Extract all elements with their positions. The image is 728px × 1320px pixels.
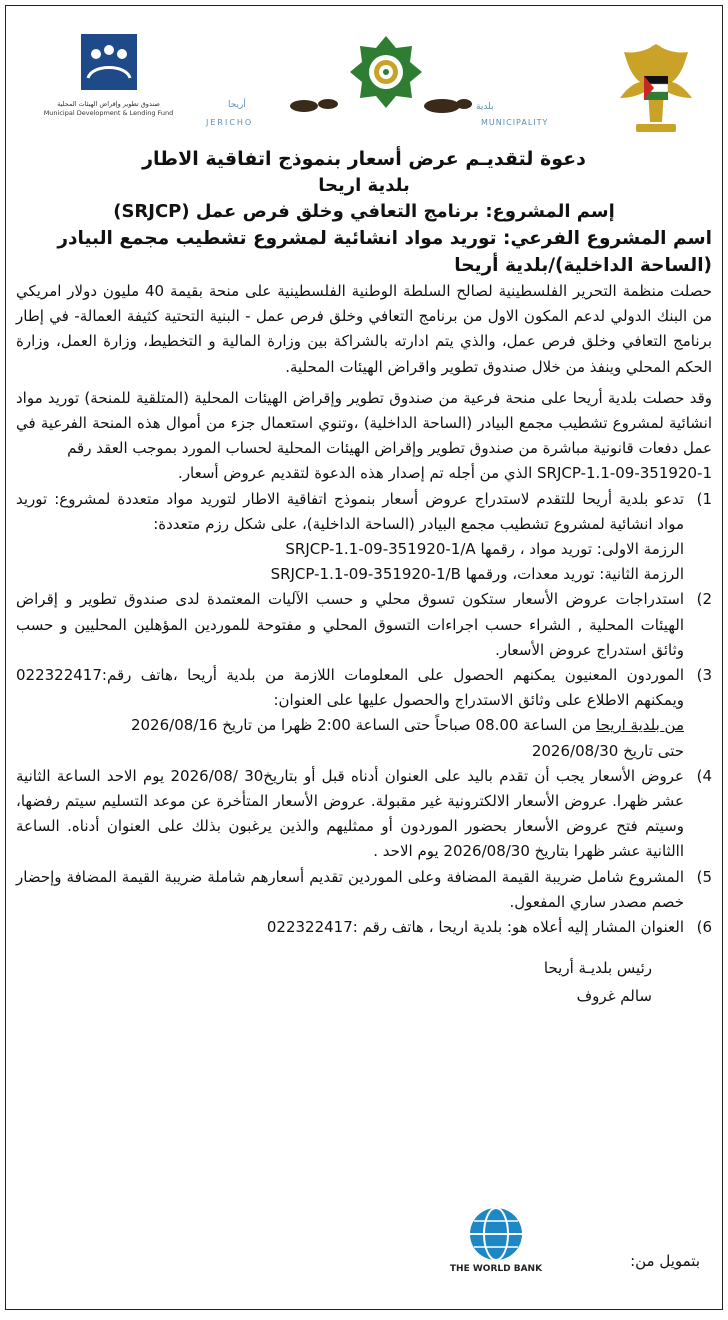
signature-role: رئيس بلديـة أريحا	[543, 959, 652, 978]
lot-2: الرزمة الثانية: توريد معدات، ورقمها SRJCP-1.1-09-351920-1/B	[270, 565, 684, 584]
municipality-ar-label: بلدية	[476, 102, 494, 112]
item-number: 2)	[696, 590, 712, 609]
world-bank-label: THE WORLD BANK	[449, 1264, 543, 1274]
list-item	[16, 663, 712, 764]
signature-block	[16, 954, 712, 1010]
list-item	[16, 764, 712, 865]
item-text: العنوان المشار إليه أعلاه هو: بلدية اريحا ، هاتف رقم :022322417	[266, 918, 684, 937]
announcement-page	[5, 5, 723, 1310]
contract-code: SRJCP-1.1-09-351920-1	[537, 464, 712, 483]
item-text: المشروع شامل ضريبة القيمة المضافة وعلى الموردين تقديم أسعارهم شاملة ضريبة القيمة المضافة وإحضار خصم مصدر ساري المفعول.	[16, 867, 684, 911]
funded-by-label: بتمويل من:	[630, 1252, 700, 1270]
document-title: دعوة لتقديـم عرض أسعار بنموذج اتفاقية الاطار	[142, 148, 586, 170]
paragraph-contract	[16, 461, 712, 486]
project-name: إسم المشروع: برنامج التعافي وخلق فرص عمل (SRJCP)	[113, 201, 615, 222]
list-item	[16, 865, 712, 915]
item-number: 3)	[696, 666, 712, 685]
palestine-eagle-emblem	[606, 32, 706, 142]
item-text: تدعو بلدية أريحا للتقدم لاستدراج عروض أسعار بنموذج اتفاقية الاطار لتوريد مواد متعددة لمشروع: توريد مواد انشائية لمشروع تشطيب مجمع البيادر (الساحة الداخلية)، على شكل رزم متعددة:	[16, 489, 684, 533]
item-text: عروض الأسعار يجب أن تقدم باليد على العنوان أدناه قبل أو بتاريخ30 /2026/08 يوم الاحد الساعة الثانية عشر ظهرا. عروض الأسعار الالكترونية غير مقبولة. عروض الأسعار المتأخرة عن موعد التسليم سيتم رفضها، وسيتم فتح عروض الأسعار بحضور الموردون أو ممثليهم والذين يرغبون بذلك على العنوان أدناه. الساعة االثانية عشر ظهرا بتاريخ 2026/08/30 يوم الاحد .	[16, 766, 684, 861]
municipality-en-label: MUNICIPALITY	[481, 118, 549, 127]
jericho-ar-label: أريحا	[228, 100, 246, 110]
signature-name: سالم غروف	[576, 987, 652, 1006]
jericho-municipality-logo	[206, 34, 566, 134]
mdlf-logo	[26, 32, 191, 132]
world-bank-logo	[436, 1204, 556, 1284]
paragraph-subgrant: وقد حصلت بلدية أريحا على منحة فرعية من صندوق تطوير وإقراض الهيئات المحلية (المتلقية للمنحة) توريد مواد انشائية لمشروع تشطيب مجمع البيادر (الساحة الداخلية) ،وتنوي استعمال جزء من أموال هذه المنحة الفرعية في عمل دفعات قانونية مباشرة من صندوق تطوير وإقراض الهيئات المحلية لحساب المورد بموجب العقد رقم	[16, 388, 712, 458]
list-item	[16, 587, 712, 663]
paragraph-grant: حصلت منظمة التحرير الفلسطينية لصالح السلطة الوطنية الفلسطينية على منحة بقيمة 40 مليون دولار امريكي من البنك الدولي لدعم المكون الاول من برنامج التعافي وخلق فرص عمل - البنية التحتية كثيفة العمالة- في إطار برنامج التعافي وخلق فرص عمل، والذي يتم ادارته بالشراكة بين وزارة المالية و التخطيط، وزارة العمل، وزارة الحكم المحلي وينفذ من خلال صندوق تطوير واقراض الهيئات المحلية.	[16, 282, 712, 376]
jericho-en-label: JERICHO	[206, 118, 254, 127]
item-hours: من بلدية اريحا من الساعة 08.00 صباحاً حتى الساعة 2:00 ظهرا من تاريخ 2026/08/16	[130, 716, 684, 735]
item-text: الموردون المعنيون يمكنهم الحصول على المعلومات اللازمة من بلدية أريحا ،هاتف رقم:022322417 ويمكنهم الاطلاع على وثائق الاستدراج والحصول عليها على العنوان:	[16, 666, 684, 710]
mdlf-en-label: Municipal Development & Lending Fund	[43, 109, 174, 117]
list-item	[16, 915, 712, 940]
contract-text: الذي من أجله تم إصدار هذه الدعوة لتقديم عروض أسعار.	[178, 464, 533, 483]
item-number: 1)	[696, 489, 712, 508]
item-text: استدراجات عروض الأسعار ستكون تسوق محلي و حسب الآليات المعتمدة لدى صندوق تطوير و إقراض الهيئات المحلية , الشراء حسب اجراءات التسوق المحلي و مفتوحة للموردين المؤهلين المحليين و حسب وثائق استدراج عروض الأسعار.	[16, 590, 684, 659]
announcement-body	[16, 146, 712, 1010]
lot-2-code: SRJCP-1.1-09-351920-1/B	[270, 565, 461, 584]
lot-1: الرزمة الاولى: توريد مواد ، رقمها SRJCP-1.1-09-351920-1/A	[285, 540, 684, 559]
header	[6, 6, 722, 141]
list-item	[16, 487, 712, 588]
item-number: 4)	[696, 766, 712, 785]
item-number: 5)	[696, 867, 712, 886]
lot-1-code: SRJCP-1.1-09-351920-1/A	[285, 540, 476, 559]
mdlf-ar-label: صندوق تطوير وإقراض الهيئات المحلية	[57, 100, 160, 108]
item-number: 6)	[696, 918, 712, 937]
subproject-name: اسم المشروع الفرعي: توريد مواد انشائية لمشروع تشطيب مجمع البيادر (الساحة الداخلية)/بلدية أريحا	[57, 228, 712, 276]
municipality-title: بلدية اريحا	[318, 175, 410, 196]
item-end-date: حتى تاريخ 2026/08/30	[531, 741, 684, 760]
